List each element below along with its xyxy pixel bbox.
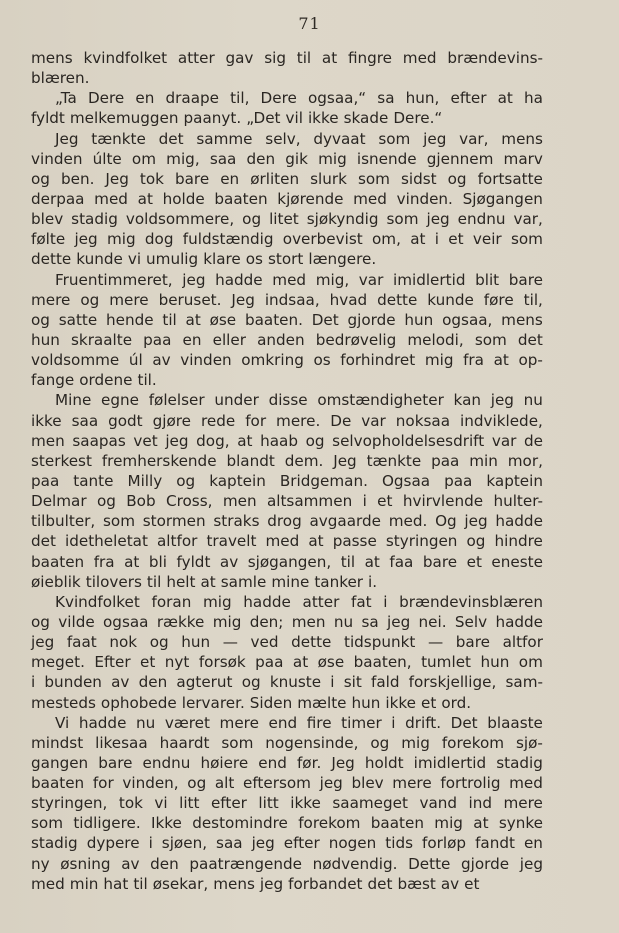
text-line: som tidligere. Ikke destomindre forekom baaten mig at synke [31,814,543,833]
text-line: voldsomme úl av vinden omkring os forhindret mig fra at op- [31,351,543,370]
text-line: og vilde ogsaa række mig den; men nu sa jeg nei. Selv hadde [31,612,543,631]
text-line: dette kunde vi umulig klare os stort længere. [31,250,377,269]
text-line: i bunden av den agterut og knuste i sit fald forskjellige, sam- [31,673,543,692]
text-line: Jeg tænkte det samme selv, dyvaat som jeg var, mens [55,129,543,148]
text-line: mens kvindfolket atter gav sig til at fingre med brændevins- [31,49,543,67]
text-line: blev stadig voldsommere, og litet sjøkyndig som jeg endnu var, [31,210,543,229]
text-line: Kvindfolket foran mig hadde atter fat i brændevinsblæren [55,592,543,611]
text-line: fyldt melkemuggen paanyt. „Det vil ikke skade Dere.“ [31,109,443,128]
text-line: paa tante Milly og kaptein Bridgeman. Ogsaa paa kaptein [31,471,543,490]
text-line: sterkest fremherskende blandt dem. Jeg tænkte paa min mor, [31,451,543,470]
page-number: 71 [298,14,321,33]
text-line: og satte hende til at øse baaten. Det gjorde hun ogsaa, mens [31,310,543,329]
text-line: med min hat til øsekar, mens jeg forbandet det bæst av et [31,874,480,893]
text-line: øieblik tilovers til helt at samle mine tanker i. [31,572,378,591]
text-line: mindst likesaa haardt som nogensinde, og mig forekom sjø- [31,733,543,752]
text-line: ikke saa godt gjøre rede for mere. De var noksaa indviklede, [31,411,543,430]
text-line: jeg faat nok og hun — ved dette tidspunkt — bare altfor [31,633,543,652]
text-line: vinden últe om mig, saa den gik mig isnende gjennem marv [31,149,543,168]
text-line: derpaa med at holde baaten kjørende med vinden. Sjøgangen [31,189,543,208]
text-line: meget. Efter et nyt forsøk paa at øse baaten, tumlet hun om [31,653,543,672]
text-line: fange ordene til. [31,371,157,390]
text-line: styringen, tok vi litt efter litt ikke saameget vand ind mere [31,794,543,813]
text-line: gangen bare endnu høiere end før. Jeg holdt imidlertid stadig [31,753,543,772]
text-line: baaten for vinden, og alt eftersom jeg blev mere fortrolig med [31,774,543,793]
text-line: ny øsning av den paatrængende nødvendig. Dette gjorde jeg [31,854,543,873]
text-line: blæren. [31,69,90,88]
text-line: Vi hadde nu været mere end fire timer i drift. Det blaaste [55,713,543,732]
text-line: baaten fra at bli fyldt av sjøgangen, til at faa bare et eneste [31,552,543,571]
body-text [31,48,543,894]
text-line: Delmar og Bob Cross, men altsammen i et hvirvlende hulter- [31,492,543,511]
text-line: stadig dypere i sjøen, saa jeg efter nogen tids forløp fandt en [31,834,543,853]
text-line: „Ta Dere en draape til, Dere ogsaa,“ sa hun, efter at ha [55,89,543,108]
text-line: tilbulter, som stormen straks drog avgaarde med. Og jeg hadde [31,512,543,531]
text-line: mere og mere beruset. Jeg indsaa, hvad dette kunde føre til, [31,290,543,309]
text-line: følte jeg mig dog fuldstændig overbevist om, at i et veir som [31,230,543,249]
text-line: hun skraalte paa en eller anden bedrøvelig melodi, som det [31,330,543,349]
text-line: men saapas vet jeg dog, at haab og selvopholdelsesdrift var de [31,431,543,450]
text-line: Mine egne følelser under disse omstændigheter kan jeg nu [55,391,543,410]
text-line: mesteds ophobede lervarer. Siden mælte hun ikke et ord. [31,693,472,712]
text-line: Fruentimmeret, jeg hadde med mig, var imidlertid blit bare [55,270,543,289]
text-line: og ben. Jeg tok bare en ørliten slurk som sidst og fortsatte [31,169,543,188]
text-line: det idetheletat altfor travelt med at passe styringen og hindre [31,532,543,551]
